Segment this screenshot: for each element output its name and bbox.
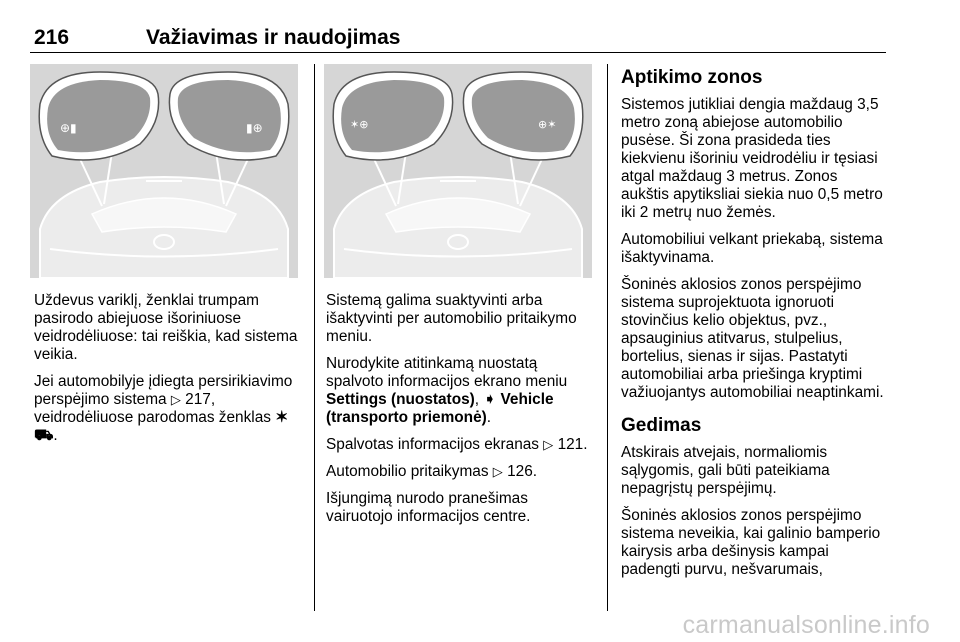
- page-reference-link[interactable]: 121: [557, 436, 584, 453]
- svg-text:✶⊕: ✶⊕: [350, 118, 369, 131]
- column-divider-right: [607, 64, 608, 611]
- paragraph: Sistemos jutikliai dengia maždaug 3,5 metro zoną abiejose automobilio pusėse. Ši zona prasideda ties kiekvienu išoriniu veidrodėliu ir tęsiasi atgal maždaug 3 metrus. Zonos aukštis apytiksliai siekia nuo 0,5 metro iki 2 metrų nuo žemės.: [621, 96, 883, 221]
- paragraph: Automobilio pritaikymas ▷ 126.: [326, 463, 538, 480]
- section-heading: Gedimas: [621, 415, 702, 436]
- page-header: [30, 26, 886, 52]
- page-reference-icon: ▷: [170, 392, 181, 407]
- svg-text:⊕▮: ⊕▮: [60, 121, 77, 135]
- page-reference-link[interactable]: 126: [507, 463, 533, 480]
- mirror-illustration-right: [324, 64, 592, 278]
- page-number: 216: [34, 26, 70, 49]
- paragraph: Išjungimą nurodo pranešimas vairuotojo informacijos centre.: [326, 490, 531, 525]
- paragraph: Automobiliui velkant priekabą, sistema išaktyvinama.: [621, 231, 883, 266]
- paragraph: Jei automobilyje įdiegta persirikiavimo perspėjimo sistema ▷ 217, veidrodėliuose parodomas ženklas ✶⛟.: [34, 373, 293, 444]
- page-reference-link[interactable]: 217: [185, 391, 211, 408]
- mirror-illustration-left: [30, 64, 298, 278]
- paragraph: Spalvotas informacijos ekranas ▷ 121.: [326, 436, 588, 453]
- paragraph: Šoninės aklosios zonos perspėjimo sistema suprojektuota ignoruoti stovinčius kelio objektus, pvz., apsauginius atitvarus, stulpelius, bortelius, sienas ir sijas. Pastatyti automobiliai arba priešinga kryptimi važiuojantys automobiliai neaptinkami.: [621, 276, 884, 401]
- svg-text:▮⊕: ▮⊕: [246, 121, 263, 135]
- column-2: [326, 292, 598, 535]
- paragraph: Nurodykite atitinkamą nuostatą spalvoto informacijos ekrano meniu Settings (nuostatos), ➧ Vehicle (transporto priemonė).: [326, 355, 568, 426]
- menu-settings-label: Settings (nuostatos): [326, 391, 475, 408]
- header-rule: [30, 52, 886, 53]
- column-divider-left: [314, 64, 315, 611]
- menu-arrow-icon: ➧: [483, 391, 501, 408]
- page-title: Važiavimas ir naudojimas: [146, 26, 401, 49]
- menu-vehicle-label: Vehicle (transporto priemonė): [326, 391, 554, 426]
- paragraph: Sistemą galima suaktyvinti arba išaktyvinti per automobilio pritaikymo meniu.: [326, 292, 577, 345]
- svg-text:⊕✶: ⊕✶: [538, 118, 557, 131]
- paragraph: Uždevus variklį, ženklai trumpam pasirodo abiejuose išoriniuose veidrodėliuose: tai reiškia, kad sistema veikia.: [34, 292, 298, 363]
- watermark: carmanualsonline.info: [682, 611, 930, 639]
- page-reference-icon: ▷: [543, 437, 554, 452]
- paragraph: Atskirais atvejais, normaliomis sąlygomis, gali būti pateikiama nepagrįstų perspėjimų.: [621, 444, 830, 497]
- page-reference-icon: ▷: [492, 464, 503, 479]
- paragraph: Šoninės aklosios zonos perspėjimo sistema neveikia, kai galinio bamperio kairysis arba dešinysis kampai padengti purvu, nešvarumais,: [621, 507, 881, 578]
- section-heading: Aptikimo zonos: [621, 67, 763, 88]
- side-blind-zone-warning-icon: ✶⛟: [34, 409, 289, 444]
- column-1: [34, 292, 306, 454]
- column-3: [621, 66, 889, 588]
